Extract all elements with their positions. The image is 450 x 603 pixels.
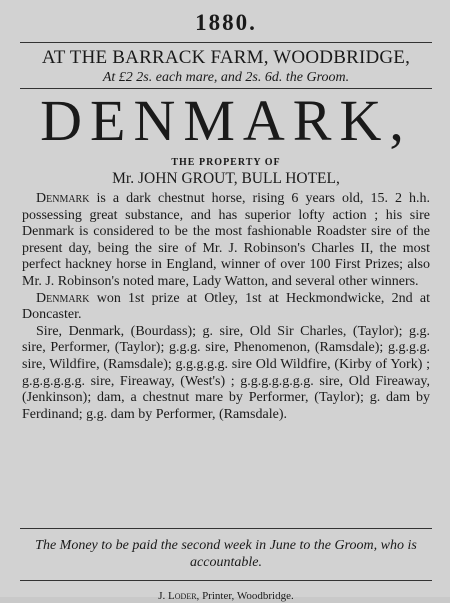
horse-name-inline: Denmark [36,191,90,206]
printer-line [22,589,430,603]
description-paragraph [22,191,430,291]
owner-line: Mr. JOHN GROUT, BULL HOTEL, [112,170,340,187]
property-label: THE PROPERTY OF [171,157,281,168]
payment-terms: The Money to be paid the second week in June to the Groom, who is accountable. [35,538,417,570]
description-text: is a dark chestnut horse, rising 6 years old, 15. 2 h.h. possessing great substance, and has superior lofty action ; his sire Denmark is considered to be the most fashionable Roadster sire of the present day, being the sire of Mr. J. Robinson's Charles II, the most perfect hackney horse in England, winner of over 100 First Prizes; also Mr. J. Robinson's noted mare, Lady Watton, and several other winners. [22,191,430,289]
footer [22,528,430,603]
horse-name-inline: Denmark [36,290,90,306]
horse-name: DENMARK, [40,88,412,153]
pedigree-paragraph: Sire, Denmark, (Bourdass); g. sire, Old Sir Charles, (Taylor); g.g. sire, Performer, (Taylor); g.g.g. sire, Phenomenon, (Ramsdale); g.g.g.g. sire, Wildfire, (Ramsdale); g.g.g.g.g. sire Old Wildfire, (Kirby of York) ; g.g.g.g.g.g. sire, Fireaway, (West's) ; g.g.g.g.g.g.g. sire, Old Fireaway, (Jenkinson); dam, a chestnut mare by Performer, (Taylor); g. dam by Ferdinand; g.g. dam by Performer, (Ramsdale). [22,323,430,422]
printer-name: J. Loder, [158,590,200,602]
printer-location: Printer, Woodbridge. [202,590,294,602]
prizes-text: won 1st prize at Otley, 1st at Heckmondwicke, 2nd at Doncaster. [22,290,430,323]
prizes-paragraph [22,291,430,324]
fee-line: At £2 2s. each mare, and 2s. 6d. the Groom. [102,70,350,85]
poster-year: 1880. [195,10,257,35]
divider [20,580,432,581]
divider [20,528,432,529]
venue-line: AT THE BARRACK FARM, WOODBRIDGE, [41,47,411,68]
divider [20,42,432,43]
